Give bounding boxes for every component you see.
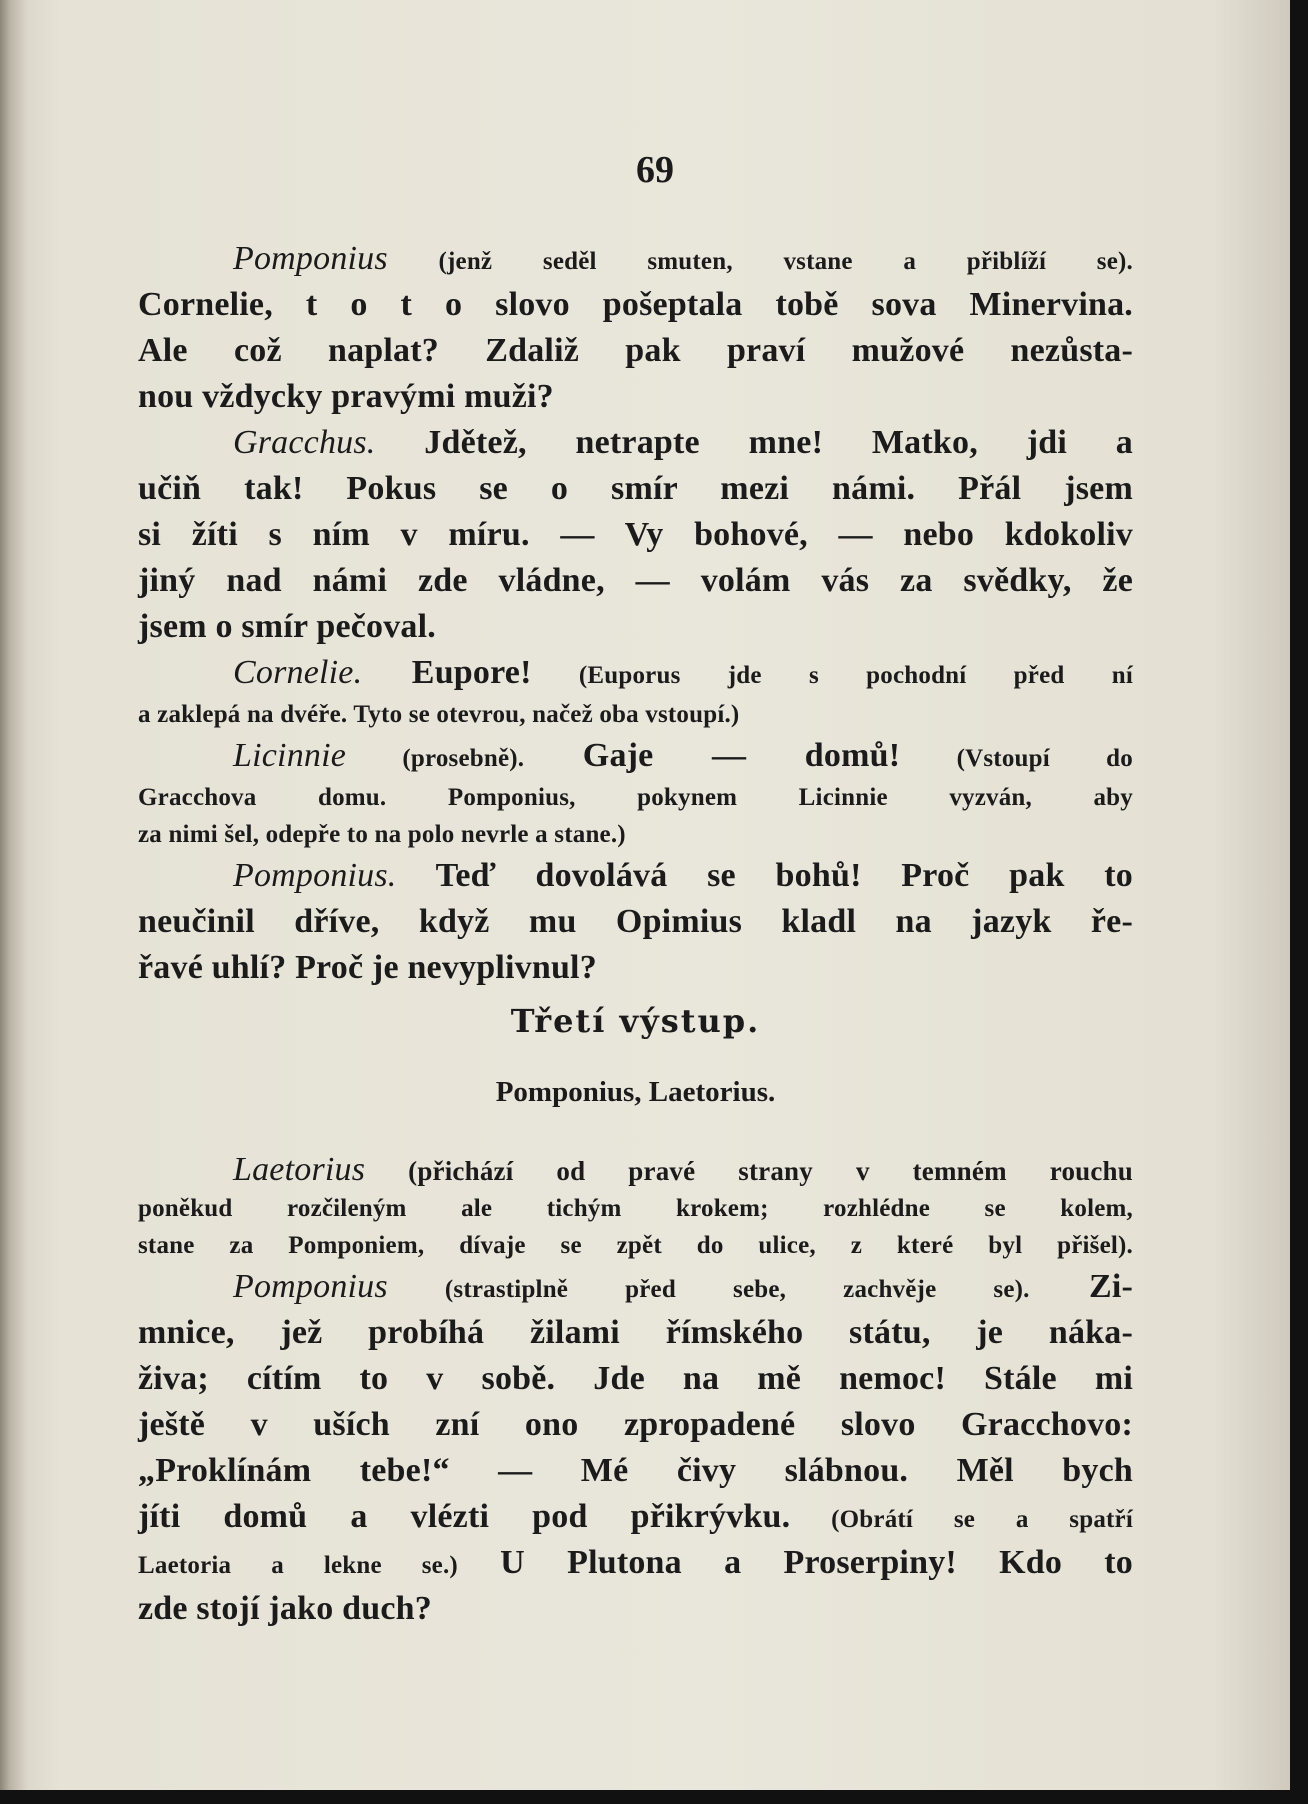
speaker-name: Pomponius (233, 1268, 388, 1305)
text-line: stane za Pomponiem, dívaje se zpět do ulice, z které byl přišel). (138, 1232, 1133, 1259)
text-line (138, 853, 1133, 899)
text-line (138, 733, 1133, 779)
text-line (138, 420, 1133, 466)
speaker-name: Cornelie. (233, 654, 363, 691)
text-line: „Proklínám tebe!“ — Mé čivy slábnou. Měl bych (138, 1452, 1133, 1489)
stage-direction: (prosebně). (346, 745, 525, 772)
text-line: ještě v uších zní ono zpropadené slovo Gracchovo: (138, 1406, 1133, 1443)
text-line: zde stojí jako duch? (138, 1590, 432, 1627)
speaker-name: Pomponius (233, 240, 388, 277)
text-line: jsem o smír pečoval. (138, 608, 436, 645)
speaker-name: Laetorius (233, 1151, 366, 1188)
text-line: Ale což naplat? Zdaliž pak praví mužové nezůsta- (138, 332, 1133, 369)
scene-heading: Třetí výstup. (510, 1002, 761, 1040)
text-line: živa; cítím to v sobě. Jde na mě nemoc! Stále mi (138, 1360, 1133, 1397)
dialogue-text: U Plutona a Proserpiny! Kdo to (457, 1544, 1133, 1581)
text-line: jiný nad námi zde vládne, — volám vás za svědky, že (138, 562, 1133, 599)
scene-characters: Pomponius, Laetorius. (495, 1076, 776, 1108)
text-line (138, 1494, 1133, 1540)
text-line: nou vždycky pravými muži? (138, 378, 554, 415)
dialogue-text: Gaje — domů! (524, 737, 901, 774)
text-line: Cornelie, t o t o slovo pošeptala tobě sova Minervina. (138, 286, 1133, 323)
stage-direction: (strastiplně před sebe, zachvěje se). (387, 1276, 1030, 1303)
stage-direction: (jenž seděl smuten, vstane a přiblíží se). (387, 248, 1133, 275)
speaker-name: Pomponius. (233, 857, 397, 894)
text-line: mnice, jež probíhá žilami římského státu, je náka- (138, 1314, 1133, 1351)
text-line: Gracchova domu. Pomponius, pokynem Licinnie vyzván, aby (138, 784, 1133, 811)
stage-direction: (Vstoupí do (900, 745, 1133, 772)
text-line: za nimi šel, odepře to na polo nevrle a stane.) (138, 821, 626, 848)
text-line: řavé uhlí? Proč je nevyplivnul? (138, 949, 597, 986)
text-line (138, 1540, 1133, 1586)
stage-direction: (přichází od pravé strany v temném rouchu (365, 1156, 1133, 1186)
stage-direction: (Euporus jde s pochodní před ní (531, 662, 1133, 689)
stage-direction: (Obrátí se a spatří (790, 1506, 1133, 1533)
speaker-name: Gracchus. (233, 424, 376, 461)
text-block-bottom (138, 1150, 1133, 1632)
text-line (138, 650, 1133, 696)
dialogue-text: Jdětež, netrapte mne! Matko, jdi a (375, 424, 1133, 461)
dialogue-text: Eupore! (362, 654, 532, 691)
text-line: si žíti s ním v míru. — Vy bohové, — nebo kdokoliv (138, 516, 1133, 553)
dialogue-text: Teď dovolává se bohů! Proč pak to (396, 857, 1133, 894)
page-number: 69 (636, 149, 674, 191)
stage-direction: Laetoria a lekne se.) (138, 1552, 458, 1579)
text-line: poněkud rozčileným ale tichým krokem; rozhlédne se kolem, (138, 1195, 1133, 1222)
text-line (138, 236, 1133, 282)
text-line (138, 1264, 1133, 1310)
speaker-name: Licinnie (233, 737, 347, 774)
dialogue-text: jíti domů a vlézti pod přikrývku. (138, 1498, 791, 1535)
text-line: učiň tak! Pokus se o smír mezi námi. Přál jsem (138, 470, 1133, 507)
dialogue-text: Zi- (1029, 1268, 1133, 1305)
text-line: a zaklepá na dvéře. Tyto se otevrou, načež oba vstoupí.) (138, 701, 740, 728)
text-line: neučinil dříve, když mu Opimius kladl na jazyk ře- (138, 903, 1133, 940)
text-line (138, 1150, 1133, 1190)
text-block-top (138, 236, 1133, 991)
